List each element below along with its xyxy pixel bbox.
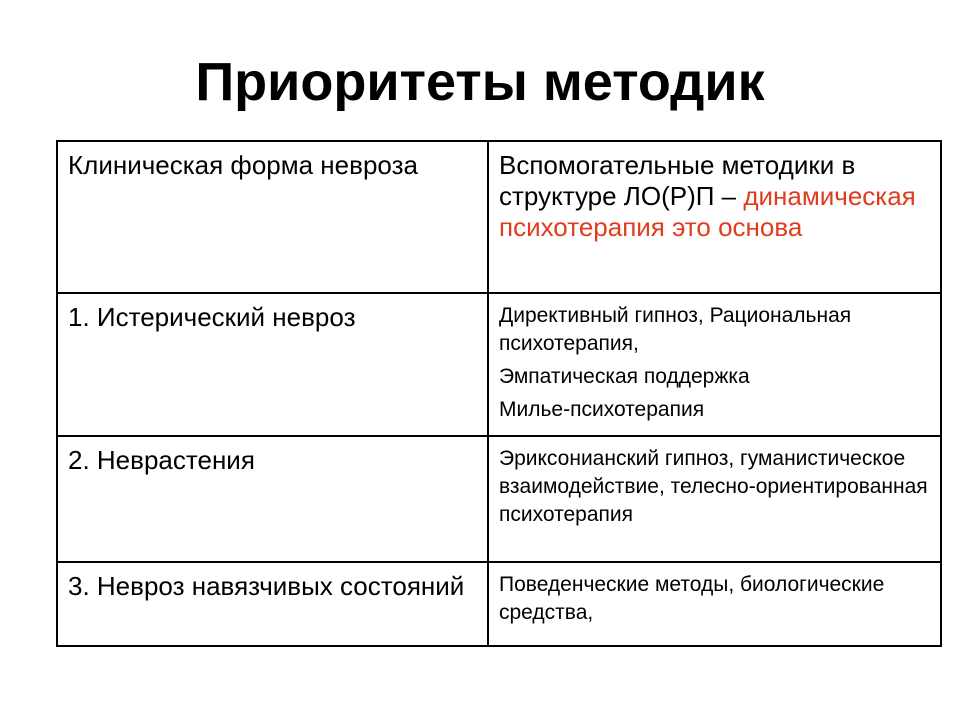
row-method-text: Эриксонианский гипноз, гуманистическое взаимодействие, телесно-ориентированная психотерапия — [499, 447, 928, 526]
row-method-text: Эмпатическая поддержка — [499, 365, 750, 388]
header-clinical-form-text: Клиническая форма невроза — [68, 150, 418, 180]
slide-title: Приоритеты методик — [195, 52, 765, 112]
row-form-text: 1. Истерический невроз — [68, 302, 356, 332]
header-methods-text: Вспомогательные методики в структуре ЛО(Р)П – — [499, 150, 856, 211]
row-methods-cell — [488, 562, 941, 646]
header-methods-accent-text: динамическая психотерапия это основа — [499, 181, 916, 242]
row-method-text: Милье-психотерапия — [499, 398, 705, 421]
row-form-text: 2. Неврастения — [68, 445, 255, 475]
row-form-cell — [57, 293, 488, 436]
priorities-table — [56, 140, 942, 647]
table-row — [57, 562, 941, 646]
row-methods-cell — [488, 293, 941, 436]
row-form-cell — [57, 562, 488, 646]
table-row — [57, 436, 941, 562]
row-methods-cell — [488, 436, 941, 562]
row-form-cell — [57, 436, 488, 562]
table-row — [57, 293, 941, 436]
table-header-row — [57, 141, 941, 293]
row-method-text: Поведенческие методы, биологические средства, — [499, 573, 885, 624]
row-method-text: Директивный гипноз, Рациональная психотерапия, — [499, 304, 852, 355]
header-cell-methods — [488, 141, 941, 293]
row-form-text: 3. Невроз навязчивых состояний — [68, 571, 465, 601]
header-cell-clinical-form — [57, 141, 488, 293]
